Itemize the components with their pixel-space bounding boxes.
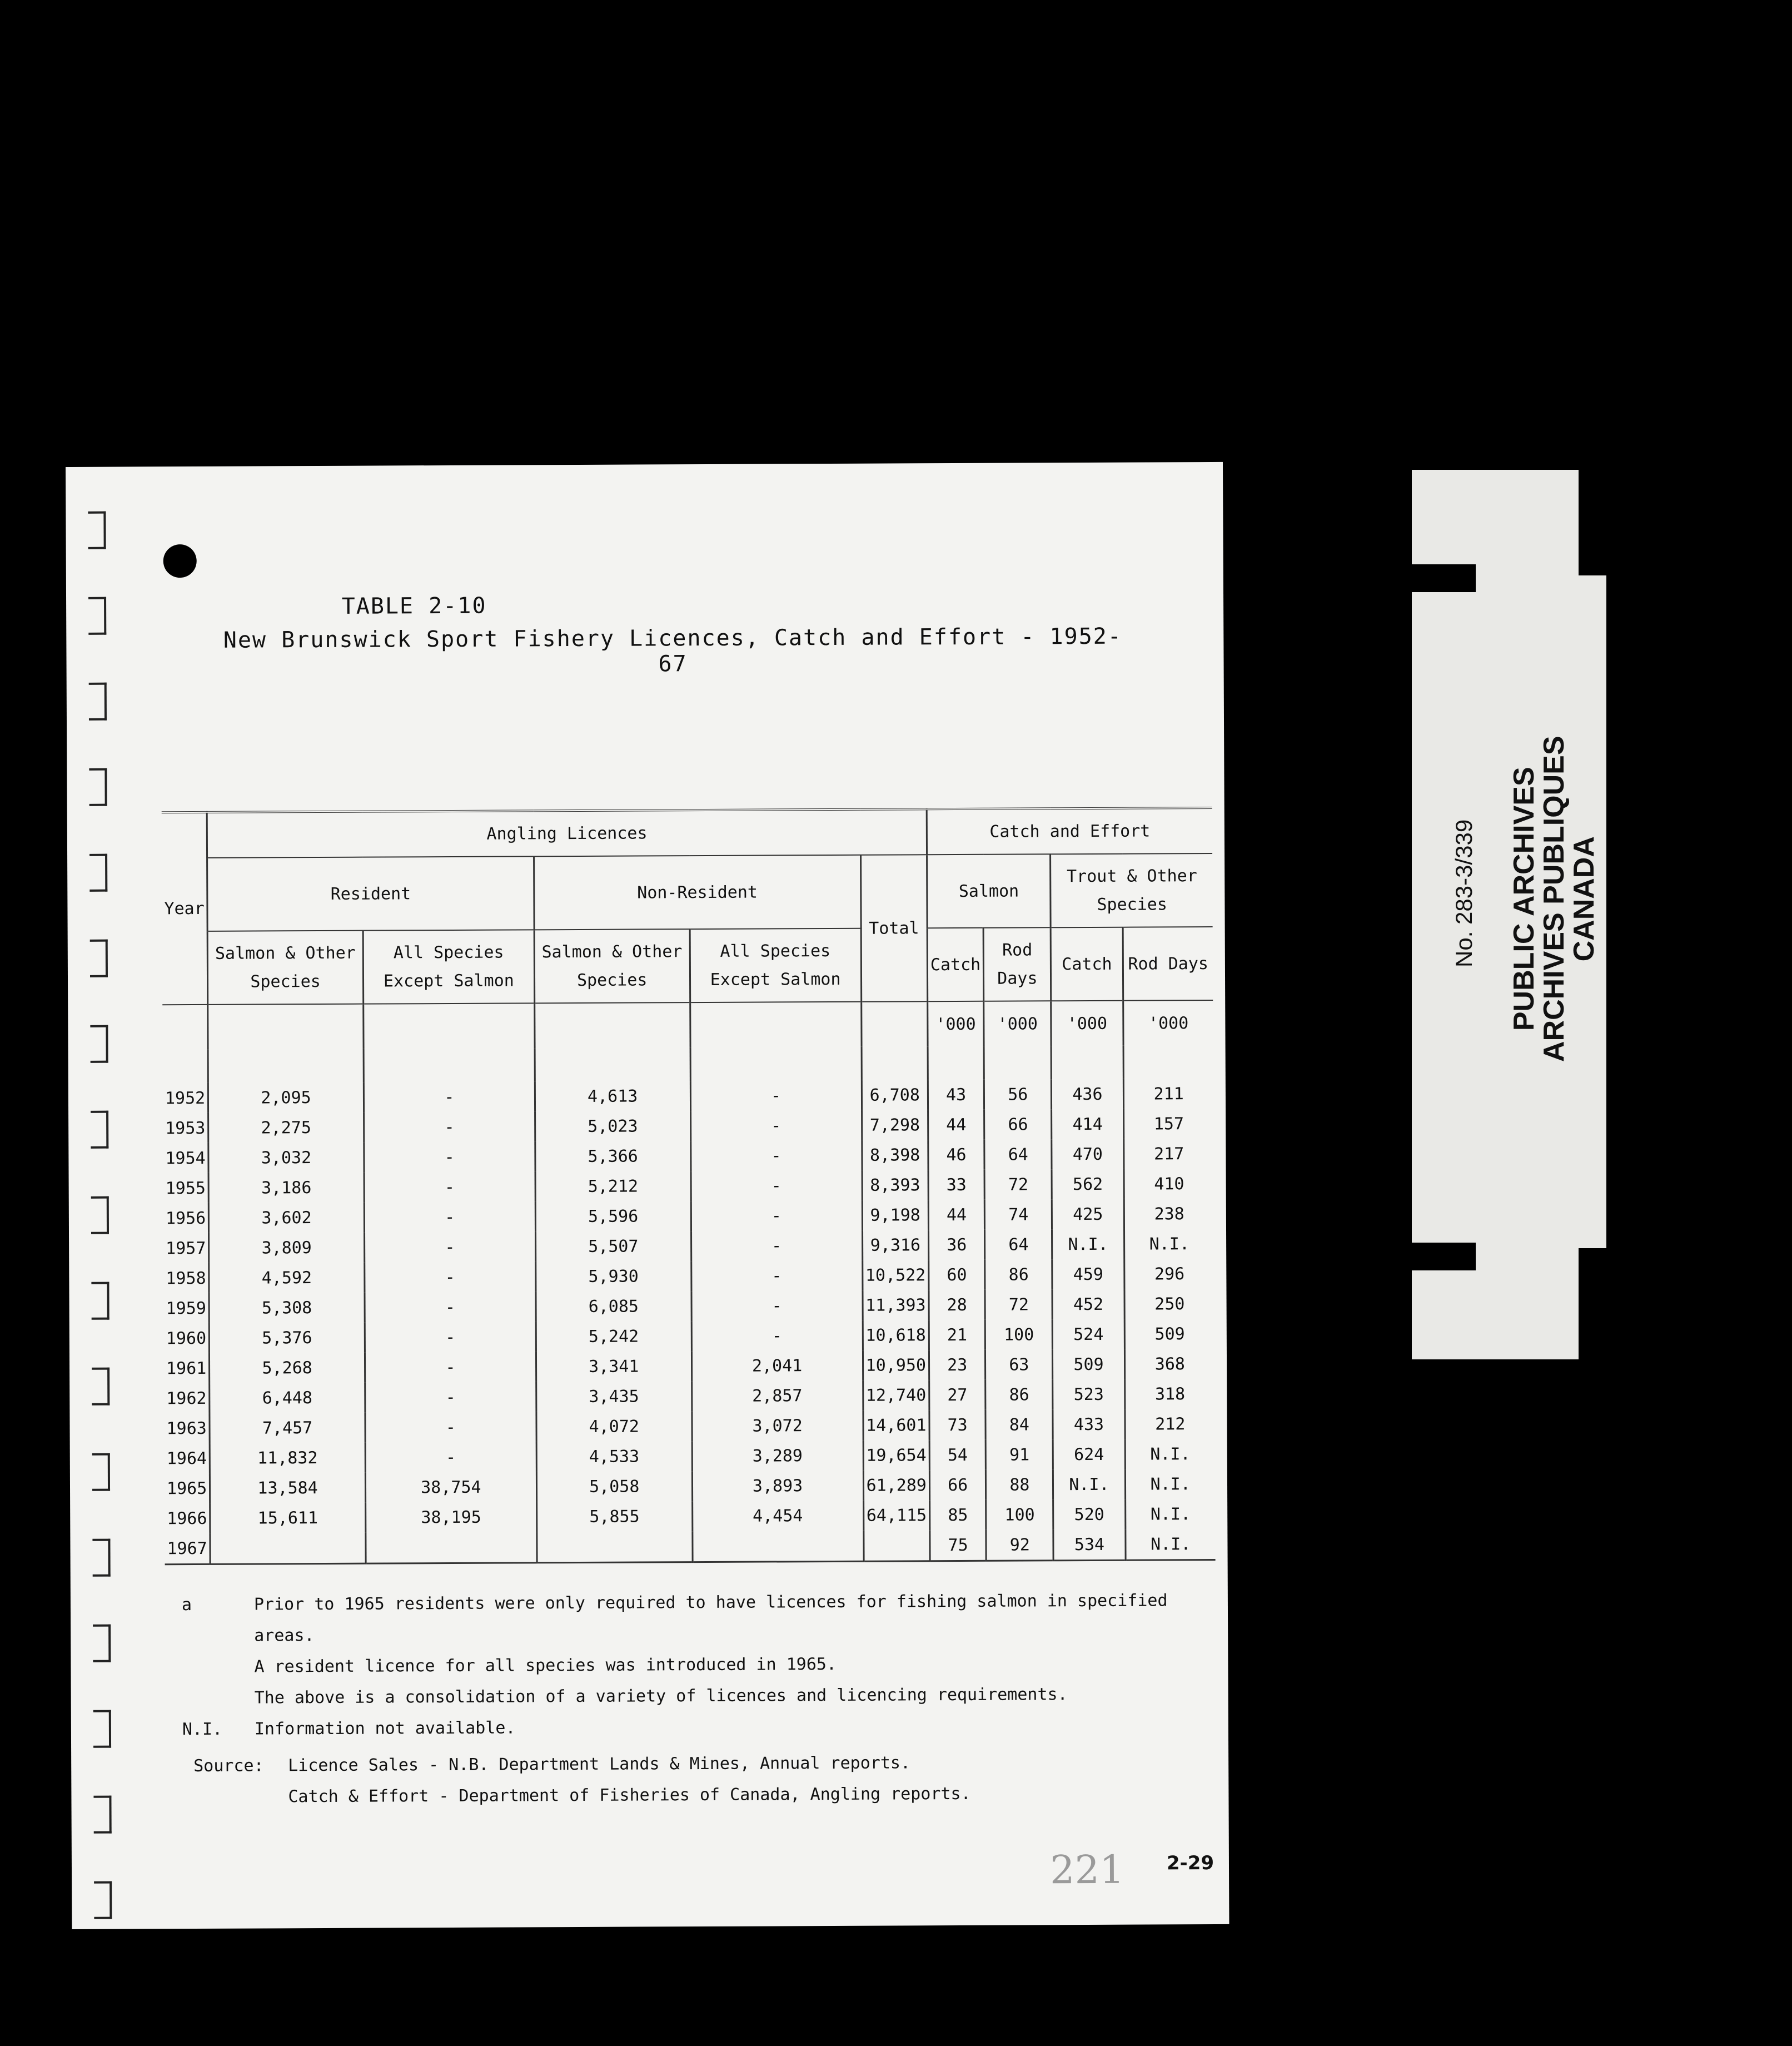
- table-subtitle: New Brunswick Sport Fishery Licences, Catch and Effort - 1952-67: [223, 623, 1122, 677]
- table-row: [163, 1289, 1214, 1323]
- cell-res-salmon: 7,457: [210, 1413, 365, 1443]
- archive-title: [1509, 736, 1599, 1062]
- cell-nonres-salmon: 3,435: [536, 1381, 692, 1412]
- document-page: [66, 462, 1229, 1929]
- cell-salmon-catch: 43: [928, 1080, 984, 1110]
- cell-trout-catch: 452: [1052, 1289, 1124, 1320]
- table-row: [165, 1469, 1215, 1503]
- cell-total: 9,198: [862, 1200, 929, 1230]
- cell-year: 1965: [166, 1478, 207, 1498]
- cell-nonres-salmon: 5,596: [535, 1201, 691, 1231]
- cell-nonres-all: -: [690, 1140, 862, 1171]
- cell-trout-catch: 436: [1052, 1079, 1123, 1110]
- header-catch-and-effort: Catch and Effort: [927, 808, 1212, 855]
- cell-res-all: -: [364, 1171, 535, 1202]
- cell-trout-catch: 425: [1052, 1199, 1124, 1230]
- table-row: [163, 1079, 1213, 1113]
- cell-res-salmon: 3,032: [208, 1143, 364, 1173]
- footnote: [182, 1585, 1238, 1652]
- table-row: [164, 1379, 1214, 1413]
- archive-line-3: CANADA: [1568, 836, 1600, 962]
- cell-res-all: -: [364, 1081, 535, 1112]
- cell-salmon-catch: 44: [928, 1200, 985, 1230]
- cell-nonres-all: 4,454: [692, 1501, 863, 1531]
- cell-salmon-rod: 72: [984, 1169, 1052, 1200]
- cell-nonres-all: [692, 1531, 863, 1562]
- cell-salmon-catch: 85: [930, 1500, 987, 1530]
- footnote: [182, 1647, 1238, 1683]
- cell-total: 10,618: [863, 1320, 929, 1350]
- cell-salmon-rod: 91: [985, 1439, 1053, 1470]
- cell-res-all: -: [365, 1412, 536, 1442]
- footnote-key: [182, 1683, 255, 1715]
- cell-salmon-rod: 84: [985, 1409, 1053, 1440]
- header-trout-rod-days: Rod Days: [1123, 927, 1213, 1001]
- cell-total: [863, 1530, 930, 1561]
- cell-trout-rod: 410: [1124, 1169, 1214, 1199]
- cell-nonres-salmon: 5,023: [535, 1111, 690, 1141]
- table-row: [165, 1499, 1215, 1533]
- cell-trout-catch: 414: [1052, 1109, 1123, 1140]
- footnote: [182, 1678, 1238, 1714]
- cell-res-salmon: 3,602: [209, 1203, 365, 1233]
- cell-salmon-catch: 54: [929, 1440, 986, 1470]
- cell-salmon-rod: 100: [986, 1499, 1053, 1530]
- cell-res-all: -: [365, 1352, 536, 1382]
- cell-res-salmon: 13,584: [210, 1473, 366, 1503]
- table-row: [164, 1349, 1214, 1383]
- cell-res-all: -: [365, 1442, 536, 1472]
- source-key: Source:: [193, 1756, 264, 1776]
- table-row: [165, 1529, 1215, 1565]
- cell-trout-rod: 368: [1124, 1349, 1214, 1379]
- header-salmon-catch: Catch: [927, 928, 984, 1001]
- cell-salmon-catch: 36: [928, 1230, 985, 1260]
- header-year: Year: [164, 898, 205, 919]
- cell-nonres-all: -: [690, 1110, 862, 1141]
- cell-nonres-salmon: 3,341: [536, 1351, 691, 1382]
- cell-year: 1967: [167, 1538, 207, 1558]
- cell-year: 1957: [166, 1238, 206, 1258]
- cell-res-all: -: [365, 1322, 536, 1352]
- cell-salmon-rod: 64: [984, 1139, 1052, 1170]
- cell-trout-rod: 509: [1124, 1319, 1214, 1349]
- source-line-1: Licence Sales - N.B. Department Lands & Mines, Annual reports.: [288, 1753, 911, 1776]
- unit-label: '000: [1123, 1000, 1213, 1046]
- cell-res-salmon: 15,611: [210, 1503, 366, 1533]
- cell-res-all: -: [364, 1141, 535, 1172]
- cell-trout-rod: N.I.: [1125, 1469, 1215, 1499]
- cell-res-salmon: 5,308: [209, 1293, 365, 1323]
- cell-salmon-catch: 73: [929, 1410, 986, 1440]
- cell-trout-catch: 562: [1052, 1169, 1123, 1200]
- cell-year: 1953: [165, 1118, 206, 1138]
- folio-number: 2-29: [1166, 1852, 1214, 1875]
- cell-nonres-all: -: [691, 1320, 863, 1351]
- cell-year: 1960: [166, 1328, 207, 1348]
- cell-nonres-salmon: 6,085: [536, 1291, 691, 1322]
- cell-salmon-rod: 92: [986, 1529, 1053, 1561]
- header-trout-catch: Catch: [1051, 927, 1123, 1001]
- cell-salmon-catch: 75: [930, 1530, 987, 1561]
- cell-trout-rod: 157: [1123, 1109, 1213, 1139]
- cell-nonres-all: -: [690, 1080, 862, 1111]
- cell-salmon-rod: 100: [985, 1319, 1052, 1350]
- header-nonres-salmon-other: Salmon & Other Species: [534, 929, 690, 1003]
- cell-nonres-salmon: 4,072: [536, 1411, 692, 1442]
- cell-trout-rod: N.I.: [1124, 1229, 1214, 1259]
- cell-salmon-catch: 33: [928, 1170, 985, 1200]
- cell-trout-catch: 624: [1053, 1439, 1125, 1470]
- cell-salmon-rod: 86: [985, 1259, 1052, 1290]
- cell-trout-rod: 211: [1123, 1079, 1213, 1109]
- header-nonres-all-except: All Species Except Salmon: [690, 928, 862, 1002]
- table-row: [163, 1199, 1214, 1233]
- cell-trout-catch: 509: [1053, 1349, 1124, 1380]
- cell-total: 61,289: [863, 1470, 930, 1501]
- cell-year: 1952: [165, 1088, 206, 1108]
- cell-res-salmon: 5,376: [209, 1323, 365, 1353]
- cell-trout-rod: 217: [1123, 1139, 1213, 1169]
- footnote-text: Prior to 1965 residents were only required to have licences for fishing salmon in specified areas.: [253, 1591, 1168, 1646]
- table-row: [163, 1139, 1213, 1173]
- cell-salmon-catch: 27: [929, 1380, 986, 1410]
- source-line-2: Catch & Effort - Department of Fisheries of Canada, Angling reports.: [288, 1784, 971, 1807]
- cell-nonres-salmon: 5,855: [537, 1501, 693, 1532]
- cell-nonres-salmon: 5,366: [535, 1141, 691, 1171]
- cell-total: 8,393: [862, 1170, 929, 1200]
- cell-salmon-catch: 21: [929, 1320, 985, 1350]
- cell-nonres-salmon: 5,212: [535, 1171, 691, 1201]
- cell-year: 1961: [166, 1358, 207, 1378]
- cell-trout-rod: 238: [1124, 1199, 1214, 1229]
- header-non-resident: Non-Resident: [534, 855, 860, 930]
- page-stamp-number: 221: [1049, 1846, 1124, 1893]
- data-table: [162, 807, 1216, 1565]
- footnote-key: N.I.: [182, 1719, 223, 1740]
- cell-total: 12,740: [863, 1380, 929, 1411]
- cell-nonres-salmon: 5,058: [536, 1471, 692, 1502]
- cell-nonres-all: 2,857: [691, 1380, 863, 1411]
- cell-nonres-all: 3,893: [692, 1471, 863, 1501]
- cell-nonres-all: -: [691, 1290, 862, 1321]
- cell-salmon-catch: 60: [929, 1260, 985, 1290]
- cell-year: 1954: [165, 1148, 206, 1168]
- cell-salmon-rod: 88: [986, 1469, 1053, 1500]
- cell-total: 11,393: [863, 1290, 929, 1320]
- cell-nonres-salmon: 5,242: [536, 1321, 691, 1352]
- footnote-text: A resident licence for all species was introduced in 1965.: [254, 1654, 837, 1677]
- cell-res-all: -: [365, 1292, 536, 1322]
- cell-nonres-all: 3,072: [691, 1411, 863, 1441]
- cell-res-salmon: 4,592: [209, 1263, 365, 1293]
- cell-year: 1959: [166, 1298, 206, 1318]
- table-row: [163, 1229, 1214, 1263]
- cell-salmon-catch: 66: [929, 1470, 986, 1500]
- cell-trout-catch: 520: [1053, 1499, 1125, 1530]
- cell-salmon-catch: 28: [929, 1290, 985, 1320]
- cell-trout-rod: 212: [1124, 1409, 1214, 1439]
- source-block: [193, 1747, 971, 1813]
- cell-res-salmon: 2,275: [208, 1113, 364, 1143]
- header-res-all-except: All Species Except Salmon: [363, 930, 535, 1004]
- cell-trout-rod: 318: [1124, 1379, 1214, 1409]
- cell-salmon-rod: 66: [984, 1109, 1052, 1140]
- cell-total: 6,708: [862, 1080, 928, 1110]
- cell-res-all: -: [365, 1382, 536, 1412]
- cell-year: 1956: [165, 1208, 206, 1228]
- cell-res-all: 38,754: [365, 1472, 536, 1502]
- cell-trout-rod: N.I.: [1125, 1529, 1215, 1560]
- cell-trout-catch: N.I.: [1052, 1229, 1124, 1260]
- cell-salmon-rod: 63: [985, 1349, 1053, 1380]
- table-row: [163, 1109, 1213, 1143]
- cell-res-salmon: 6,448: [210, 1383, 365, 1413]
- header-res-salmon-other: Salmon & Other Species: [207, 931, 363, 1005]
- header-angling-licences: Angling Licences: [207, 809, 927, 858]
- cell-salmon-rod: 56: [984, 1079, 1052, 1110]
- cell-nonres-all: 2,041: [691, 1350, 863, 1381]
- cell-total: 8,398: [862, 1140, 928, 1170]
- cell-nonres-salmon: 5,930: [536, 1261, 691, 1292]
- header-salmon-rod-days: Rod Days: [983, 927, 1051, 1001]
- cell-nonres-all: -: [691, 1170, 862, 1201]
- table-row: [165, 1439, 1215, 1473]
- cell-trout-rod: N.I.: [1125, 1439, 1215, 1469]
- cell-res-salmon: 3,809: [209, 1233, 365, 1263]
- cell-total: 64,115: [863, 1500, 930, 1531]
- cell-trout-rod: 250: [1124, 1289, 1214, 1319]
- cell-salmon-rod: 64: [985, 1229, 1052, 1260]
- table-title: TABLE 2-10: [341, 593, 487, 619]
- cell-res-salmon: 5,268: [210, 1353, 365, 1383]
- table-row: [163, 1169, 1214, 1203]
- header-salmon: Salmon: [927, 854, 1051, 928]
- header-trout-other: Trout & Other Species: [1051, 853, 1213, 927]
- cell-res-all: -: [365, 1262, 536, 1292]
- cell-nonres-salmon: 4,533: [536, 1441, 692, 1472]
- cell-salmon-catch: 23: [929, 1350, 985, 1380]
- unit-label: '000: [1051, 1001, 1123, 1046]
- cell-trout-catch: 534: [1053, 1529, 1125, 1561]
- cell-trout-catch: 524: [1053, 1319, 1124, 1350]
- cell-res-all: -: [364, 1201, 535, 1232]
- cell-trout-catch: 433: [1053, 1409, 1124, 1440]
- cell-trout-rod: N.I.: [1125, 1499, 1215, 1529]
- cell-nonres-salmon: 5,507: [535, 1231, 691, 1262]
- spiral-binding: [71, 511, 138, 1901]
- cell-year: 1962: [166, 1388, 207, 1408]
- footnotes: [182, 1585, 1238, 1745]
- cell-res-salmon: 3,186: [208, 1173, 364, 1203]
- header-total: Total: [860, 855, 928, 1002]
- cell-year: 1963: [166, 1418, 207, 1438]
- header-resident: Resident: [207, 856, 534, 931]
- footnote-key: a: [181, 1595, 192, 1615]
- cell-salmon-catch: 46: [928, 1140, 985, 1170]
- cell-year: 1958: [166, 1268, 206, 1288]
- archive-number: No. 283-3/339: [1451, 819, 1477, 967]
- cell-trout-catch: 470: [1052, 1139, 1123, 1170]
- cell-res-salmon: 2,095: [208, 1082, 364, 1113]
- cell-total: 14,601: [863, 1410, 929, 1441]
- cell-salmon-rod: 74: [985, 1199, 1052, 1230]
- punch-hole: [163, 544, 197, 578]
- footnote-text: The above is a consolidation of a variety of licences and licencing requirements.: [254, 1685, 1068, 1708]
- cell-nonres-all: -: [691, 1260, 862, 1291]
- cell-nonres-all: -: [691, 1230, 862, 1261]
- table-row: [163, 1259, 1214, 1293]
- cell-trout-rod: 296: [1124, 1259, 1214, 1289]
- cell-res-all: [366, 1532, 537, 1563]
- footnote-text: Information not available.: [254, 1718, 516, 1739]
- cell-nonres-salmon: 4,613: [535, 1081, 690, 1111]
- cell-res-all: -: [364, 1231, 535, 1262]
- cell-total: 7,298: [862, 1110, 928, 1140]
- cell-nonres-all: 3,289: [692, 1441, 863, 1471]
- cell-nonres-salmon: [537, 1531, 693, 1563]
- cell-salmon-rod: 86: [985, 1379, 1053, 1410]
- cell-total: 9,316: [862, 1230, 929, 1260]
- archive-line-2: ARCHIVES PUBLIQUES: [1538, 736, 1570, 1062]
- cell-res-all: -: [364, 1111, 535, 1142]
- cell-trout-catch: N.I.: [1053, 1469, 1125, 1500]
- archive-line-1: PUBLIC ARCHIVES: [1508, 767, 1540, 1031]
- cell-res-salmon: 11,832: [210, 1443, 365, 1473]
- cell-year: 1964: [166, 1448, 207, 1468]
- table-row: [164, 1409, 1214, 1443]
- unit-label: '000: [984, 1001, 1052, 1046]
- cell-salmon-catch: 44: [928, 1110, 984, 1140]
- footnote-key: [182, 1652, 254, 1684]
- cell-salmon-rod: 72: [985, 1289, 1052, 1320]
- cell-res-salmon: [210, 1533, 366, 1565]
- cell-total: 10,522: [862, 1260, 929, 1290]
- cell-trout-catch: 459: [1052, 1259, 1124, 1290]
- cell-total: 19,654: [863, 1440, 930, 1471]
- cell-nonres-all: -: [691, 1200, 862, 1231]
- cell-res-all: 38,195: [365, 1502, 536, 1532]
- unit-label: '000: [928, 1001, 984, 1046]
- cell-year: 1966: [167, 1508, 207, 1528]
- table-row: [164, 1319, 1214, 1353]
- cell-year: 1955: [165, 1178, 206, 1198]
- cell-total: 10,950: [863, 1350, 929, 1380]
- cell-trout-catch: 523: [1053, 1379, 1124, 1410]
- footnote: [182, 1710, 1238, 1745]
